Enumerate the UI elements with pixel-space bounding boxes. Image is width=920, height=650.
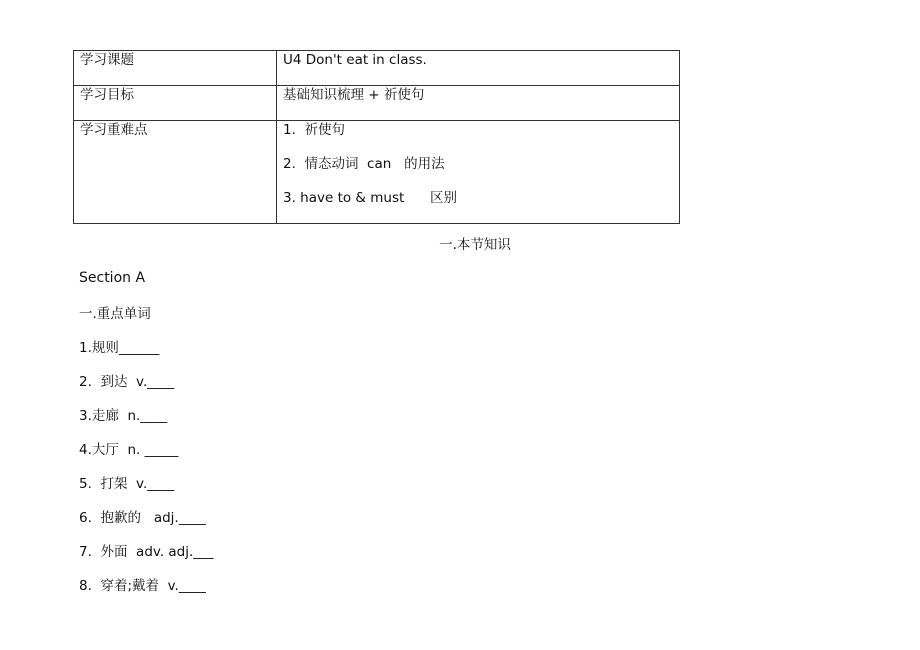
difficulty-item: 3. have to & must 区别 [283, 190, 458, 206]
difficulty-label: 学习重难点 [74, 121, 277, 224]
goal-label: 学习目标 [74, 86, 277, 121]
section-heading: 一.本节知识 [439, 237, 511, 253]
vocab-list [79, 339, 214, 611]
topic-label: 学习课题 [74, 51, 277, 86]
list-item: 1.规则______ [79, 340, 160, 356]
difficulty-item: 2. 情态动词 can 的用法 [283, 156, 445, 172]
table-row [74, 121, 680, 224]
list-item: 7. 外面 adv. adj.___ [79, 544, 214, 560]
list-item: 2. 到达 v.____ [79, 374, 175, 390]
goal-value: 基础知识梳理 + 祈使句 [277, 86, 680, 121]
lesson-info-table [73, 50, 680, 224]
list-item: 8. 穿着;戴着 v.____ [79, 578, 206, 594]
topic-value: U4 Don't eat in class. [277, 51, 680, 86]
list-item: 3.走廊 n.____ [79, 408, 168, 424]
table-row [74, 86, 680, 121]
list-item: 4.大厅 n. _____ [79, 442, 179, 458]
difficulty-item: 1. 祈使句 [283, 122, 345, 138]
table-row [74, 51, 680, 86]
section-label: Section A [79, 270, 146, 286]
vocab-title: 一.重点单词 [79, 306, 151, 322]
list-item: 6. 抱歉的 adj.____ [79, 510, 206, 526]
difficulty-value [277, 121, 680, 224]
list-item: 5. 打架 v.____ [79, 476, 175, 492]
